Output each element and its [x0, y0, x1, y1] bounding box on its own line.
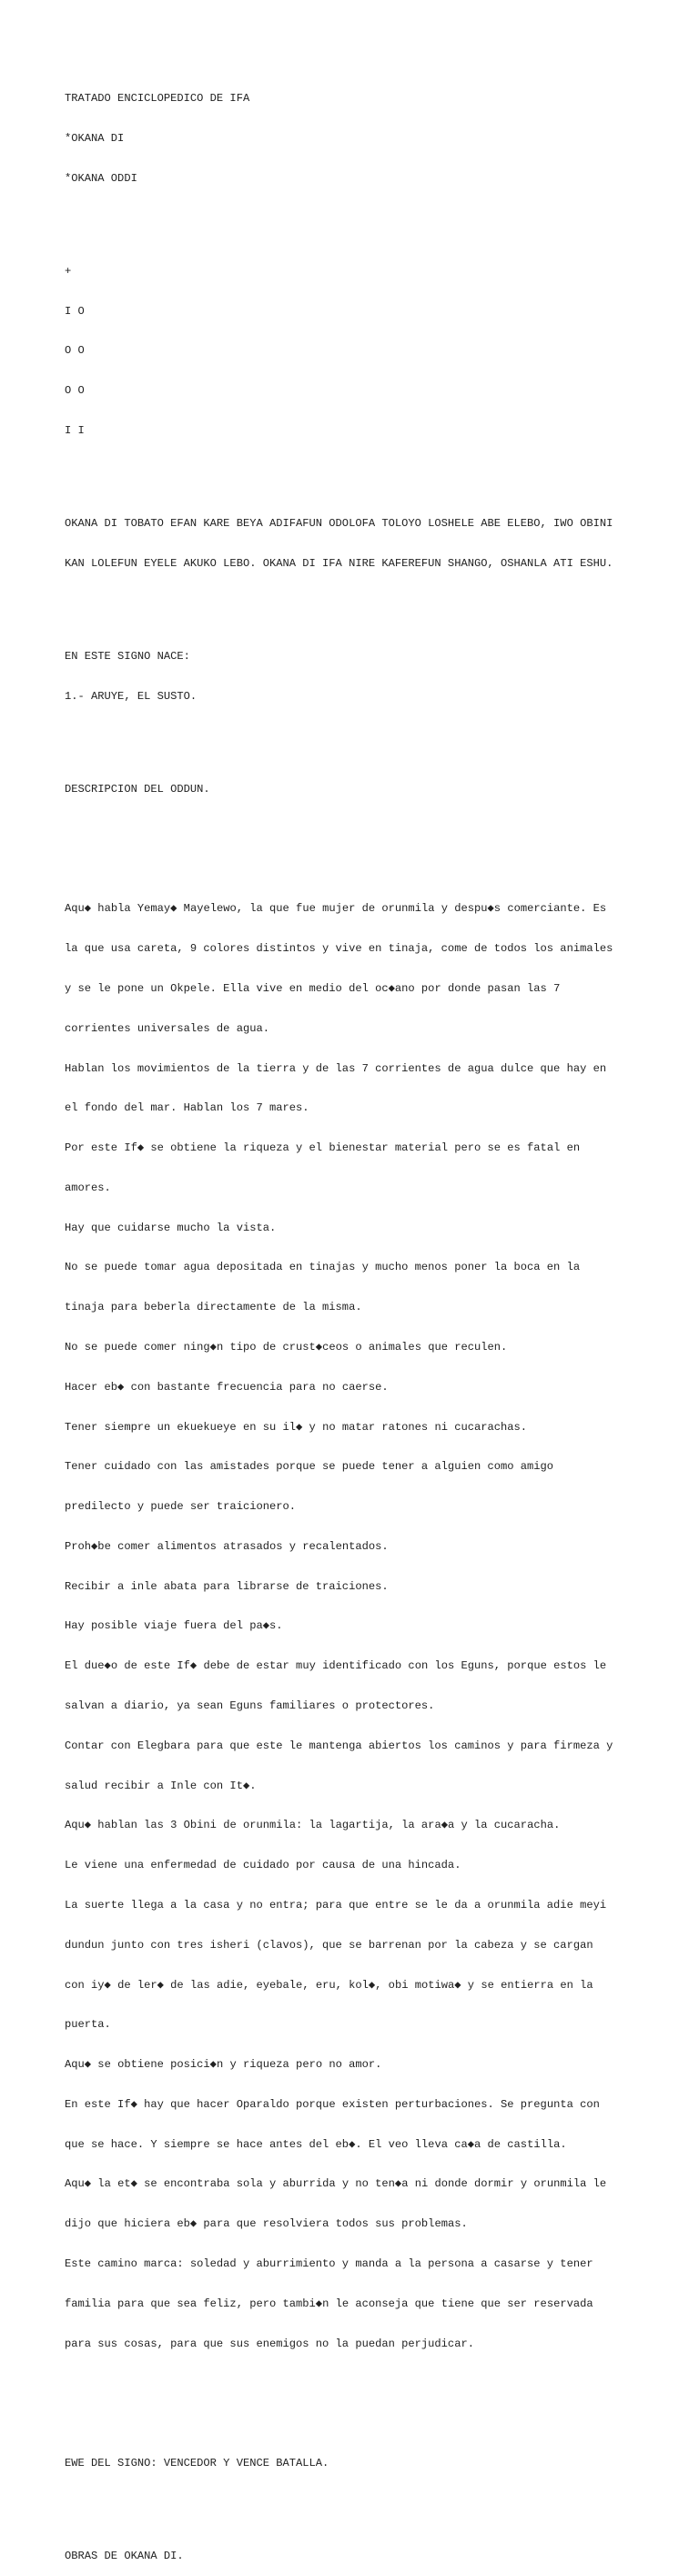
descripcion-line: Hablan los movimientos de la tierra y de las 7 corrientes de agua dulce que hay en	[65, 1061, 607, 1075]
descripcion-line: Aqu◆ la et◆ se encontraba sola y aburrida y no ten◆a ni donde dormir y orunmila le	[65, 2177, 607, 2191]
descripcion-line: Tener siempre un ekuekueye en su il◆ y no matar ratones ni cucarachas.	[65, 1420, 528, 1434]
document-page	[65, 66, 693, 2576]
descripcion-line: Hay que cuidarse mucho la vista.	[65, 1221, 277, 1234]
spacer	[65, 2404, 693, 2418]
descripcion-line: El due◆o de este If◆ debe de estar muy identificado con los Eguns, porque estos le	[65, 1659, 607, 1673]
descripcion-line: La suerte llega a la casa y no entra; para que entre se le da a orunmila adie meyi	[65, 1898, 607, 1912]
descripcion-line: Contar con Elegbara para que este le mantenga abiertos los caminos y para firmeza y	[65, 1739, 613, 1752]
spacer	[65, 464, 693, 478]
document-title: TRATADO ENCICLOPEDICO DE IFA	[65, 92, 250, 106]
descripcion-line: Le viene una enfermedad de cuidado por causa de una hincada.	[65, 1859, 461, 1872]
descripcion-line: dijo que hiciera eb◆ para que resolviera todos sus problemas.	[65, 2217, 468, 2231]
descripcion-line: dundun junto con tres isheri (clavos), que se barrenan por la cabeza y se cargan	[65, 1938, 593, 1952]
descripcion-line: y se le pone un Okpele. Ella vive en medio del oc◆ano por donde pasan las 7	[65, 981, 561, 995]
descripcion-line: puerta.	[65, 2018, 111, 2032]
sign-figure-row: I I	[65, 424, 85, 438]
descripcion-line: Proh◆be comer alimentos atrasados y recalentados.	[65, 1539, 389, 1553]
spacer	[65, 730, 693, 744]
rezo-line: OKANA DI TOBATO EFAN KARE BEYA ADIFAFUN ODOLOFA TOLOYO LOSHELE ABE ELEBO, IWO OBINI	[65, 517, 613, 531]
spacer	[65, 823, 693, 837]
spacer	[65, 212, 693, 226]
sign-figure-row: O O	[65, 384, 85, 398]
ewe-line: EWE DEL SIGNO: VENCEDOR Y VENCE BATALLA.	[65, 2456, 329, 2470]
sign-name-2: *OKANA ODDI	[65, 171, 137, 185]
descripcion-line: predilecto y puede ser traicionero.	[65, 1500, 297, 1514]
descripcion-line: salvan a diario, ya sean Eguns familiares o protectores.	[65, 1699, 435, 1713]
descripcion-line: Este camino marca: soledad y aburrimiento y manda a la persona a casarse y tener	[65, 2257, 593, 2270]
descripcion-line: la que usa careta, 9 colores distintos y vive en tinaja, come de todos los animales	[65, 942, 613, 956]
sign-figure-marker: +	[65, 264, 72, 278]
sign-name-1: *OKANA DI	[65, 131, 125, 145]
descripcion-line: con iy◆ de ler◆ de las adie, eyebale, eru, kol◆, obi motiwa◆ y se entierra en la	[65, 1978, 593, 1992]
descripcion-line: Aqu◆ habla Yemay◆ Mayelewo, la que fue mujer de orunmila y despu◆s comerciante. Es	[65, 902, 607, 916]
nace-item: 1.- ARUYE, EL SUSTO.	[65, 689, 198, 703]
descripcion-line: que se hace. Y siempre se hace antes del eb◆. El veo lleva ca◆a de castilla.	[65, 2137, 567, 2151]
descripcion-line: familia para que sea feliz, pero tambi◆n le aconseja que tiene que ser reservada	[65, 2297, 593, 2310]
descripcion-line: para sus cosas, para que sus enemigos no la puedan perjudicar.	[65, 2337, 474, 2350]
descripcion-line: Aqu◆ hablan las 3 Obini de orunmila: la lagartija, la ara◆a y la cucaracha.	[65, 1819, 561, 1832]
descripcion-line: Hay posible viaje fuera del pa◆s.	[65, 1619, 283, 1633]
spacer	[65, 2497, 693, 2510]
descripcion-line: No se puede comer ning◆n tipo de crust◆ceos o animales que reculen.	[65, 1341, 508, 1354]
descripcion-line: salud recibir a Inle con It◆.	[65, 1779, 257, 1792]
descripcion-heading: DESCRIPCION DEL ODDUN.	[65, 783, 210, 796]
sign-figure-row: O O	[65, 344, 85, 358]
obras-heading: OBRAS DE OKANA DI.	[65, 2550, 184, 2563]
descripcion-line: tinaja para beberla directamente de la misma.	[65, 1301, 362, 1314]
descripcion-line: Tener cuidado con las amistades porque se puede tener a alguien como amigo	[65, 1460, 554, 1474]
descripcion-body	[65, 876, 693, 2377]
descripcion-line: Hacer eb◆ con bastante frecuencia para no caerse.	[65, 1380, 389, 1394]
descripcion-line: Aqu◆ se obtiene posici◆n y riqueza pero no amor.	[65, 2058, 382, 2072]
descripcion-line: el fondo del mar. Hablan los 7 mares.	[65, 1101, 309, 1115]
rezo-line: KAN LOLEFUN EYELE AKUKO LEBO. OKANA DI IFA NIRE KAFEREFUN SHANGO, OSHANLA ATI ESHU.	[65, 556, 613, 570]
descripcion-line: Por este If◆ se obtiene la riqueza y el bienestar material pero se es fatal en	[65, 1141, 581, 1155]
descripcion-line: No se puede tomar agua depositada en tinajas y mucho menos poner la boca en la	[65, 1261, 581, 1274]
descripcion-line: amores.	[65, 1181, 111, 1194]
descripcion-line: Recibir a inle abata para librarse de traiciones.	[65, 1579, 389, 1593]
descripcion-line: corrientes universales de agua.	[65, 1021, 269, 1035]
descripcion-line: En este If◆ hay que hacer Oparaldo porque existen perturbaciones. Se pregunta con	[65, 2097, 600, 2111]
spacer	[65, 597, 693, 611]
nace-heading: EN ESTE SIGNO NACE:	[65, 650, 190, 664]
sign-figure-row: I O	[65, 304, 85, 318]
